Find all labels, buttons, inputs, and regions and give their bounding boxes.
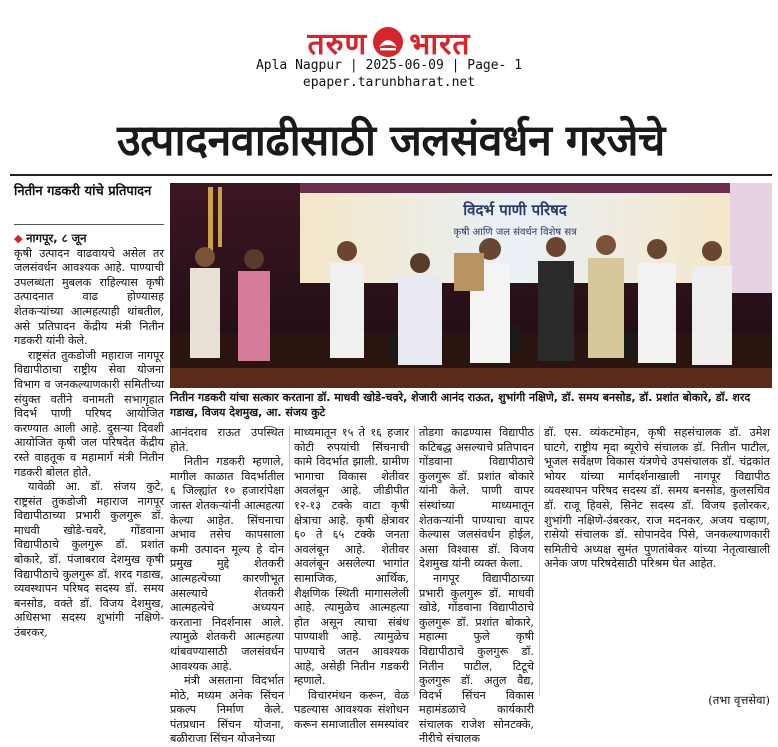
edition-line: Apla Nagpur | 2025-06-09 | Page- 1 [255, 58, 523, 73]
paragraph-text: कृषी उत्पादन वाढवायचे असेल तर जलसंवर्धन आवश्यक आहे. पाण्याची उपलब्धता मुबलक राहिल्यास कृषी उत्पादनात वाढ होण्यासह शेतकऱ्यांच्या आत्महत्याही थांबतील, असे प्रतिपादन केंद्रीय मंत्री नितीन गडकरी यांनी केले. [14, 246, 164, 348]
subheadline-divider [14, 224, 164, 225]
photo-caption: नितीन गडकरी यांचा सत्कार करताना डॉ. माधवी खोडे-चवरे, शेजारी आनंद राऊत, शुभांगी नक्षिणे, डॉ. समय बनसोड, डॉ. प्रशांत बोकारे, डॉ. शरद गडाख, विजय देशमुख, आ. संजय कुटे [170, 391, 751, 419]
article-column-5 [544, 426, 770, 572]
article-column-4 [419, 426, 534, 747]
column-divider [539, 426, 540, 696]
epaper-url[interactable]: epaper.tarunbharat.net [302, 75, 476, 90]
dateline: नागपूर, ८ जून [26, 231, 87, 245]
logo-text-right: भारत [409, 26, 471, 62]
bullet-diamond-icon: ◆ [14, 232, 23, 245]
column-divider [289, 426, 290, 696]
event-photo [170, 183, 772, 388]
article-paragraph: राष्ट्रसंत तुकडोजी महाराज नागपूर विद्यापीठाचा राष्ट्रीय सेवा योजना विभाग व जनकल्याणकारी समितीच्या संयुक्त वतीने वनामती सभागृहात विदर्भ पाणी परिषद आयोजित करण्यात आली आहे. दुसऱ्या दिवशी आयोजित कृषी जल परिषदेत केंद्रीय रस्ते वाहतूक व महामार्ग मंत्री नितीन गडकरी बोलत होते. [14, 348, 164, 479]
column-divider [414, 426, 415, 696]
subheadline: नितीन गडकरी यांचे प्रतिपादन [14, 184, 152, 199]
masthead [0, 0, 778, 108]
article-paragraph: आनंदराव राऊत उपस्थित होते. [170, 426, 284, 454]
article-paragraph: यावेळी आ. डॉ. संजय कुटे, राष्ट्रसंत तुकडोजी महाराज नागपूर विद्यापीठाच्या प्रभारी कुलगुरू डॉ. माधवी खोडे-चवरे, गोंडवाना विद्यापीठाचे कुलगुरू डॉ. प्रशांत बोकारे, डॉ. पंजाबराव देशमुख कृषी विद्यापीठाचे कुलगुरू डॉ. शरद गडाख, व्यवस्थापन परिषद सदस्य डॉ. समय बनसोड, वक्ते डॉ. विजय देशमुख, अधिसभा सदस्य शुभांगी नक्षिणे-उंबरकर, [14, 480, 164, 640]
article-paragraph: नागपूर विद्यापीठाच्या प्रभारी कुलगुरू डॉ. माधवी खोडे, गोंडवाना विद्यापीठाचे कुलगुरू डॉ. प्रशांत बोकारे, महात्मा फुले कृषी विद्यापीठाचे कुलगुरू डॉ. नितीन पाटील, टिटूचे कुलगुरू डॉ. अतुल वैद्य, विदर्भ सिंचन विकास महामंडळाचे कार्यकारी संचालक राजेश सोनटक्के, नीरीचे संचालक [419, 571, 534, 746]
article-paragraph: डॉ. एस. व्यंकटमोहन, कृषी सहसंचालक डॉ. उमेश घाटगे, राष्ट्रीय मृदा ब्यूरोचे संचालक डॉ. नितीन पाटील, भूजल सर्वेक्षण विकास यंत्रणेचे उपसंचालक डॉ. चंद्रकांत भोयर यांच्या मार्गदर्शनाखाली नागपूर विद्यापीठ व्यवस्थापन परिषद सदस्य डॉ. समय बनसोड, कुलसचिव डॉ. राजू हिवसे, सिनेट सदस्य डॉ. विजय इलोरकर, शुभांगी नक्षिणे-उंबरकर, राज मदनकर, अजय चव्हाण, रासेयो संचालक डॉ. सोपानदेव पिसे, जनकल्याणकारी समितीचे अध्यक्ष सुमंत पुणतांबेकर यांच्या नेतृत्वाखाली अनेक जण परिषदेसाठी परिश्रम घेत आहेत. [544, 426, 770, 571]
article-paragraph: मंत्री असताना विदर्भात मोठे, मध्यम अनेक सिंचन प्रकल्प निर्माण केले. पंतप्रधान सिंचन योजना, बळीराजा सिंचन योजनेच्या [170, 674, 284, 746]
banner-title: विदर्भ पाणी परिषद [463, 201, 567, 219]
article-column-3 [294, 426, 409, 732]
headline-divider [10, 174, 772, 176]
article-paragraph [14, 231, 164, 349]
article-column-1 [14, 231, 164, 641]
article-column-2 [170, 426, 284, 747]
stage-photo-illustration [170, 183, 772, 388]
article-paragraph: विचारमंथन करून, वेळ पडल्यास आवश्यक संशोधन करून समाजातील समस्यांवर [294, 688, 409, 731]
news-service-credit: (तभा वृत्तसेवा) [708, 693, 770, 707]
logo-text-left: तरुण [307, 26, 368, 62]
banner-subtitle: कृषी आणि जल संवर्धन विशेष सत्र [453, 227, 577, 238]
newspaper-logo[interactable] [270, 22, 508, 62]
article-paragraph: तोडगा काढण्यास विद्यापीठ कटिबद्ध असल्याचे प्रतिपादन गोंडवाना विद्यापीठाचे कुलगुरू डॉ. प्रशांत बोकारे यांनी केले. पाणी वापर संस्थांच्या माध्यमातून शेतकऱ्यांनी पाण्याचा वापर केल्यास जलसंवर्धन होईल, असा विश्वास डॉ. विजय देशमुख यांनी व्यक्त केला. [419, 426, 534, 571]
article-paragraph: नितीन गडकरी म्हणाले, मागील काळात विदर्भातील ६ जिल्ह्यांत १० हजारांपेक्षा जास्त शेतकऱ्यांनी आत्महत्या केल्या आहेत. सिंचनाचा अभाव तसेच कापसाला कमी उत्पादन मूल्य हे दोन प्रमुख मुद्दे शेतकरी आत्महत्येच्या कारणीभूत असल्याचे शेतकरी आत्महत्येचे अध्ययन करताना निदर्शनास आले. त्यामुळे शेतकरी आत्महत्या थांबवण्यासाठी जलसंवर्धन आवश्यक आहे. [170, 455, 284, 673]
headline: उत्पादनवाढीसाठी जलसंवर्धन गरजेचे [117, 116, 665, 166]
lotus-emblem-icon [371, 25, 405, 59]
article-paragraph: माध्यमातून १५ ते १६ हजार कोटी रुपयांची सिंचनाची कामे विदर्भात झाली. ग्रामीण भागाचा विकास शेतीवर अवलंबून आहे. जीडीपीत १२-१३ टक्के वाटा कृषी क्षेत्राचा आहे. कृषी क्षेत्रावर ६० ते ६५ टक्के जनता अवलंबून आहे. शेतीवर अवलंबून असलेल्या भागांत सामाजिक, आर्थिक, शैक्षणिक स्थिती मागासलेली आहे. त्यामुळेच आत्महत्या होत असून त्याचा संबंध पाण्याशी आहे. त्यामुळेच पाण्याचे जतन आवश्यक आहे, असेही नितीन गडकरी म्हणाले. [294, 426, 409, 688]
